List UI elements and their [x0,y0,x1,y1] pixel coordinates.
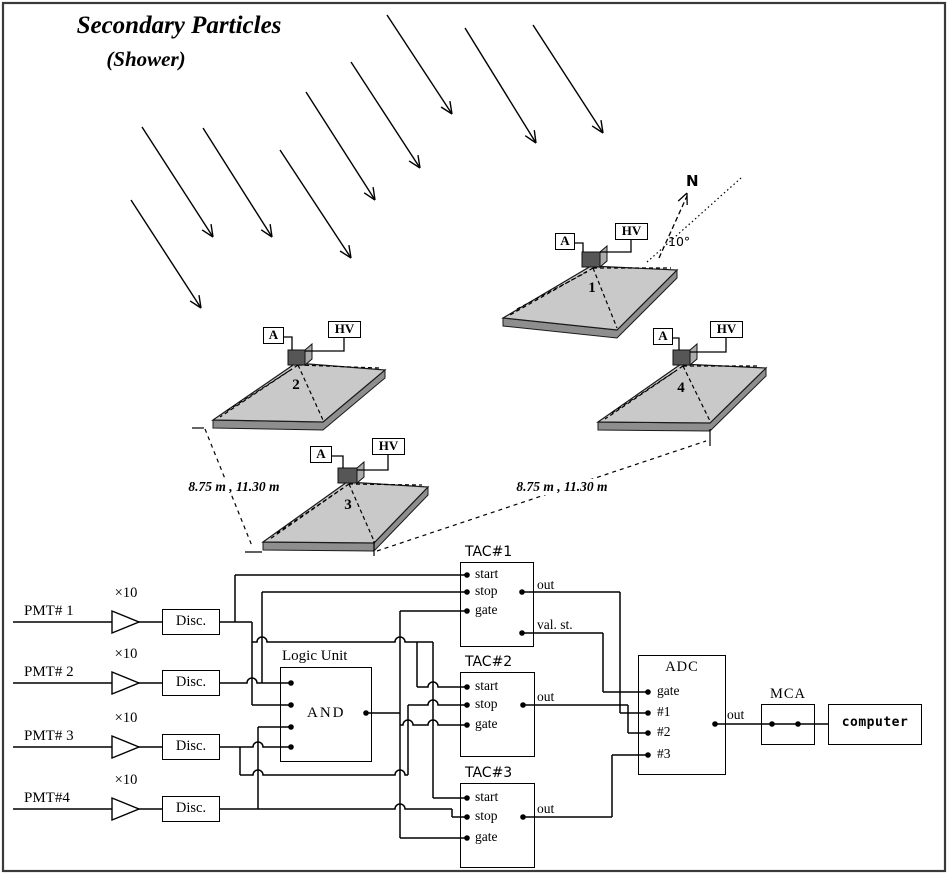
adc-input-3: #3 [657,746,671,761]
dimension-right-label: 8.75 m , 11.30 m [494,479,630,495]
disc-label-1: Disc. [175,613,207,629]
mca-box [761,704,815,745]
computer-label: computer [841,715,909,730]
north-label: N [686,172,699,190]
mca-title: MCA [769,686,807,702]
gain-label-4: ×10 [114,772,138,788]
detector-2-number: 2 [292,377,300,393]
tac-1-output-1: val. st. [537,617,573,632]
disc-label-2: Disc. [175,674,207,690]
disc-label-4: Disc. [175,800,207,816]
gain-label-3: ×10 [114,710,138,726]
tac-3-input-gate: gate [475,829,498,844]
page-title-line1: Secondary Particles [76,12,282,39]
adc-input-1: #1 [657,704,671,719]
tac-2-input-gate: gate [475,716,498,731]
detector-1-hv-label: HV [621,223,642,238]
detector-2-amp-label: A [268,327,279,342]
detector-3-number: 3 [344,497,352,513]
tac-1-input-stop: stop [475,583,498,598]
adc-title: ADC [665,659,699,675]
tac-2-output-0: out [537,689,555,704]
detector-3-amp-label: A [316,446,326,461]
logic-unit-title: Logic Unit [282,648,348,664]
tac-3-input-start: start [475,789,499,804]
pmt-label-2: PMT# 2 [24,664,74,680]
angle-label: 10° [668,234,691,249]
tac-3-input-stop: stop [475,808,498,823]
dimension-left-label: 8.75 m , 11.30 m [168,479,300,495]
gain-label-2: ×10 [114,646,138,662]
adc-input-0: gate [657,683,680,698]
detector-4-hv-label: HV [716,321,737,336]
detector-1-number: 1 [588,280,596,296]
detector-4-number: 4 [677,380,685,396]
tac-2-title: TAC#2 [465,654,513,670]
pmt-label-4: PMT#4 [24,790,70,806]
adc-out-label: out [727,707,745,722]
disc-label-3: Disc. [175,738,207,754]
detector-3-hv-label: HV [378,438,399,453]
and-gate-label: AND [307,705,346,721]
tac-1-input-gate: gate [475,602,498,617]
pmt-label-1: PMT# 1 [24,603,74,619]
tac-1-output-0: out [537,577,555,592]
tac-2-input-stop: stop [475,696,498,711]
detector-1-amp-label: A [560,233,570,248]
angle-reference-line [647,178,741,262]
tac-2-input-start: start [475,678,499,693]
page-title-line2: (Shower) [106,47,186,71]
tac-3-output-0: out [537,801,555,816]
pmt-label-3: PMT# 3 [24,728,74,744]
tac-1-input-start: start [475,566,499,581]
gain-label-1: ×10 [114,585,138,601]
adc-input-2: #2 [657,724,671,739]
tac-1-title: TAC#1 [465,544,513,560]
detector-2-hv-label: HV [334,321,355,336]
detector-4-amp-label: A [658,328,668,343]
tac-3-title: TAC#3 [465,765,513,781]
